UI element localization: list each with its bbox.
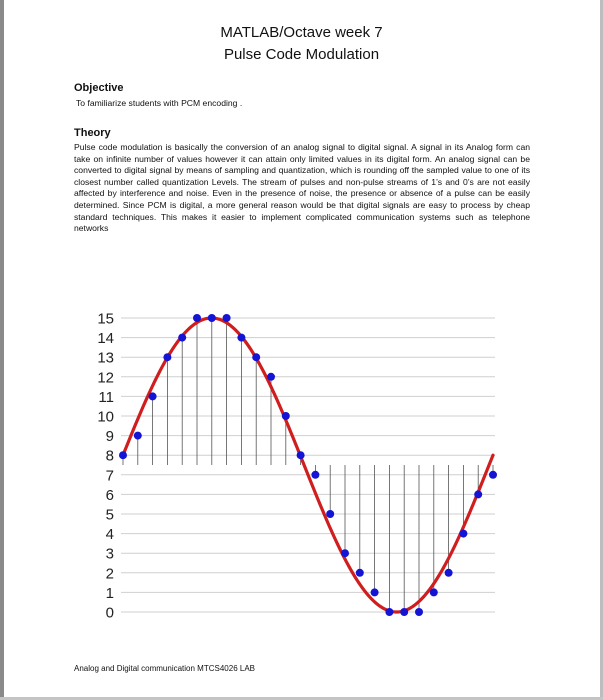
sample-point-20: [415, 608, 423, 616]
sample-point-18: [385, 608, 393, 616]
sample-point-22: [445, 569, 453, 577]
theory-heading: Theory: [74, 127, 111, 139]
sample-point-19: [400, 608, 408, 616]
y-tick-label-14: 14: [97, 330, 114, 348]
sample-point-9: [252, 353, 260, 361]
sample-point-4: [178, 334, 186, 342]
objective-heading: Objective: [74, 82, 124, 94]
y-tick-label-7: 7: [105, 467, 114, 485]
y-tick-label-2: 2: [105, 565, 114, 583]
sample-point-17: [371, 588, 379, 596]
y-tick-label-0: 0: [105, 604, 114, 622]
y-tick-label-15: 15: [97, 310, 114, 328]
analog-signal-curve: [123, 318, 493, 612]
sample-point-5: [193, 314, 201, 322]
y-tick-label-3: 3: [105, 545, 114, 563]
y-tick-label-5: 5: [105, 506, 114, 524]
pcm-chart: [85, 300, 505, 630]
sample-point-14: [326, 510, 334, 518]
sample-point-1: [134, 432, 142, 440]
y-tick-label-13: 13: [97, 349, 114, 367]
y-tick-label-10: 10: [97, 408, 114, 426]
page-left-edge: [0, 0, 4, 700]
y-tick-label-9: 9: [105, 428, 114, 446]
sample-point-8: [237, 334, 245, 342]
objective-text: To familiarize students with PCM encoding .: [76, 98, 243, 108]
page-footer: Analog and Digital communication MTCS4026 LAB: [74, 664, 255, 673]
y-tick-label-1: 1: [105, 584, 114, 602]
sample-point-23: [459, 530, 467, 538]
sample-point-15: [341, 549, 349, 557]
sample-point-6: [208, 314, 216, 322]
y-tick-label-6: 6: [105, 486, 114, 504]
sample-point-3: [163, 353, 171, 361]
y-tick-label-8: 8: [105, 447, 114, 465]
y-tick-label-12: 12: [97, 369, 114, 387]
sample-point-10: [267, 373, 275, 381]
sample-point-0: [119, 451, 127, 459]
sample-point-13: [311, 471, 319, 479]
sample-point-25: [489, 471, 497, 479]
y-tick-label-11: 11: [98, 388, 114, 406]
page-subtitle: Pulse Code Modulation: [223, 46, 380, 63]
theory-paragraph: Pulse code modulation is basically the conversion of an analog signal to digital signal. A signal in its Analog form can take on infinite number of values however it can attain only limited values in its digital form. An analog signal can be converted to digital signal by means of sampling and quantization, which is rounding off the sampled value to one of its closest number called quantization Levels. The stream of pulses and non-pulse streams of 1’s and 0’s are not easily affected by interference and noise. Even in the presence of noise, the presence or absence of a pulse can be easily determined. Since PCM is digital, a more general reason would be that digital signals are easy to process by cheap standard techniques. This makes it easier to implement complicated communication systems such as telephone networks: [74, 142, 530, 234]
sample-point-21: [430, 588, 438, 596]
y-tick-label-4: 4: [105, 526, 114, 544]
sample-point-12: [297, 451, 305, 459]
sample-point-7: [223, 314, 231, 322]
sample-point-24: [474, 490, 482, 498]
page-title: MATLAB/Octave week 7: [220, 24, 383, 41]
sample-point-2: [149, 392, 157, 400]
sample-point-11: [282, 412, 290, 420]
sample-point-16: [356, 569, 364, 577]
